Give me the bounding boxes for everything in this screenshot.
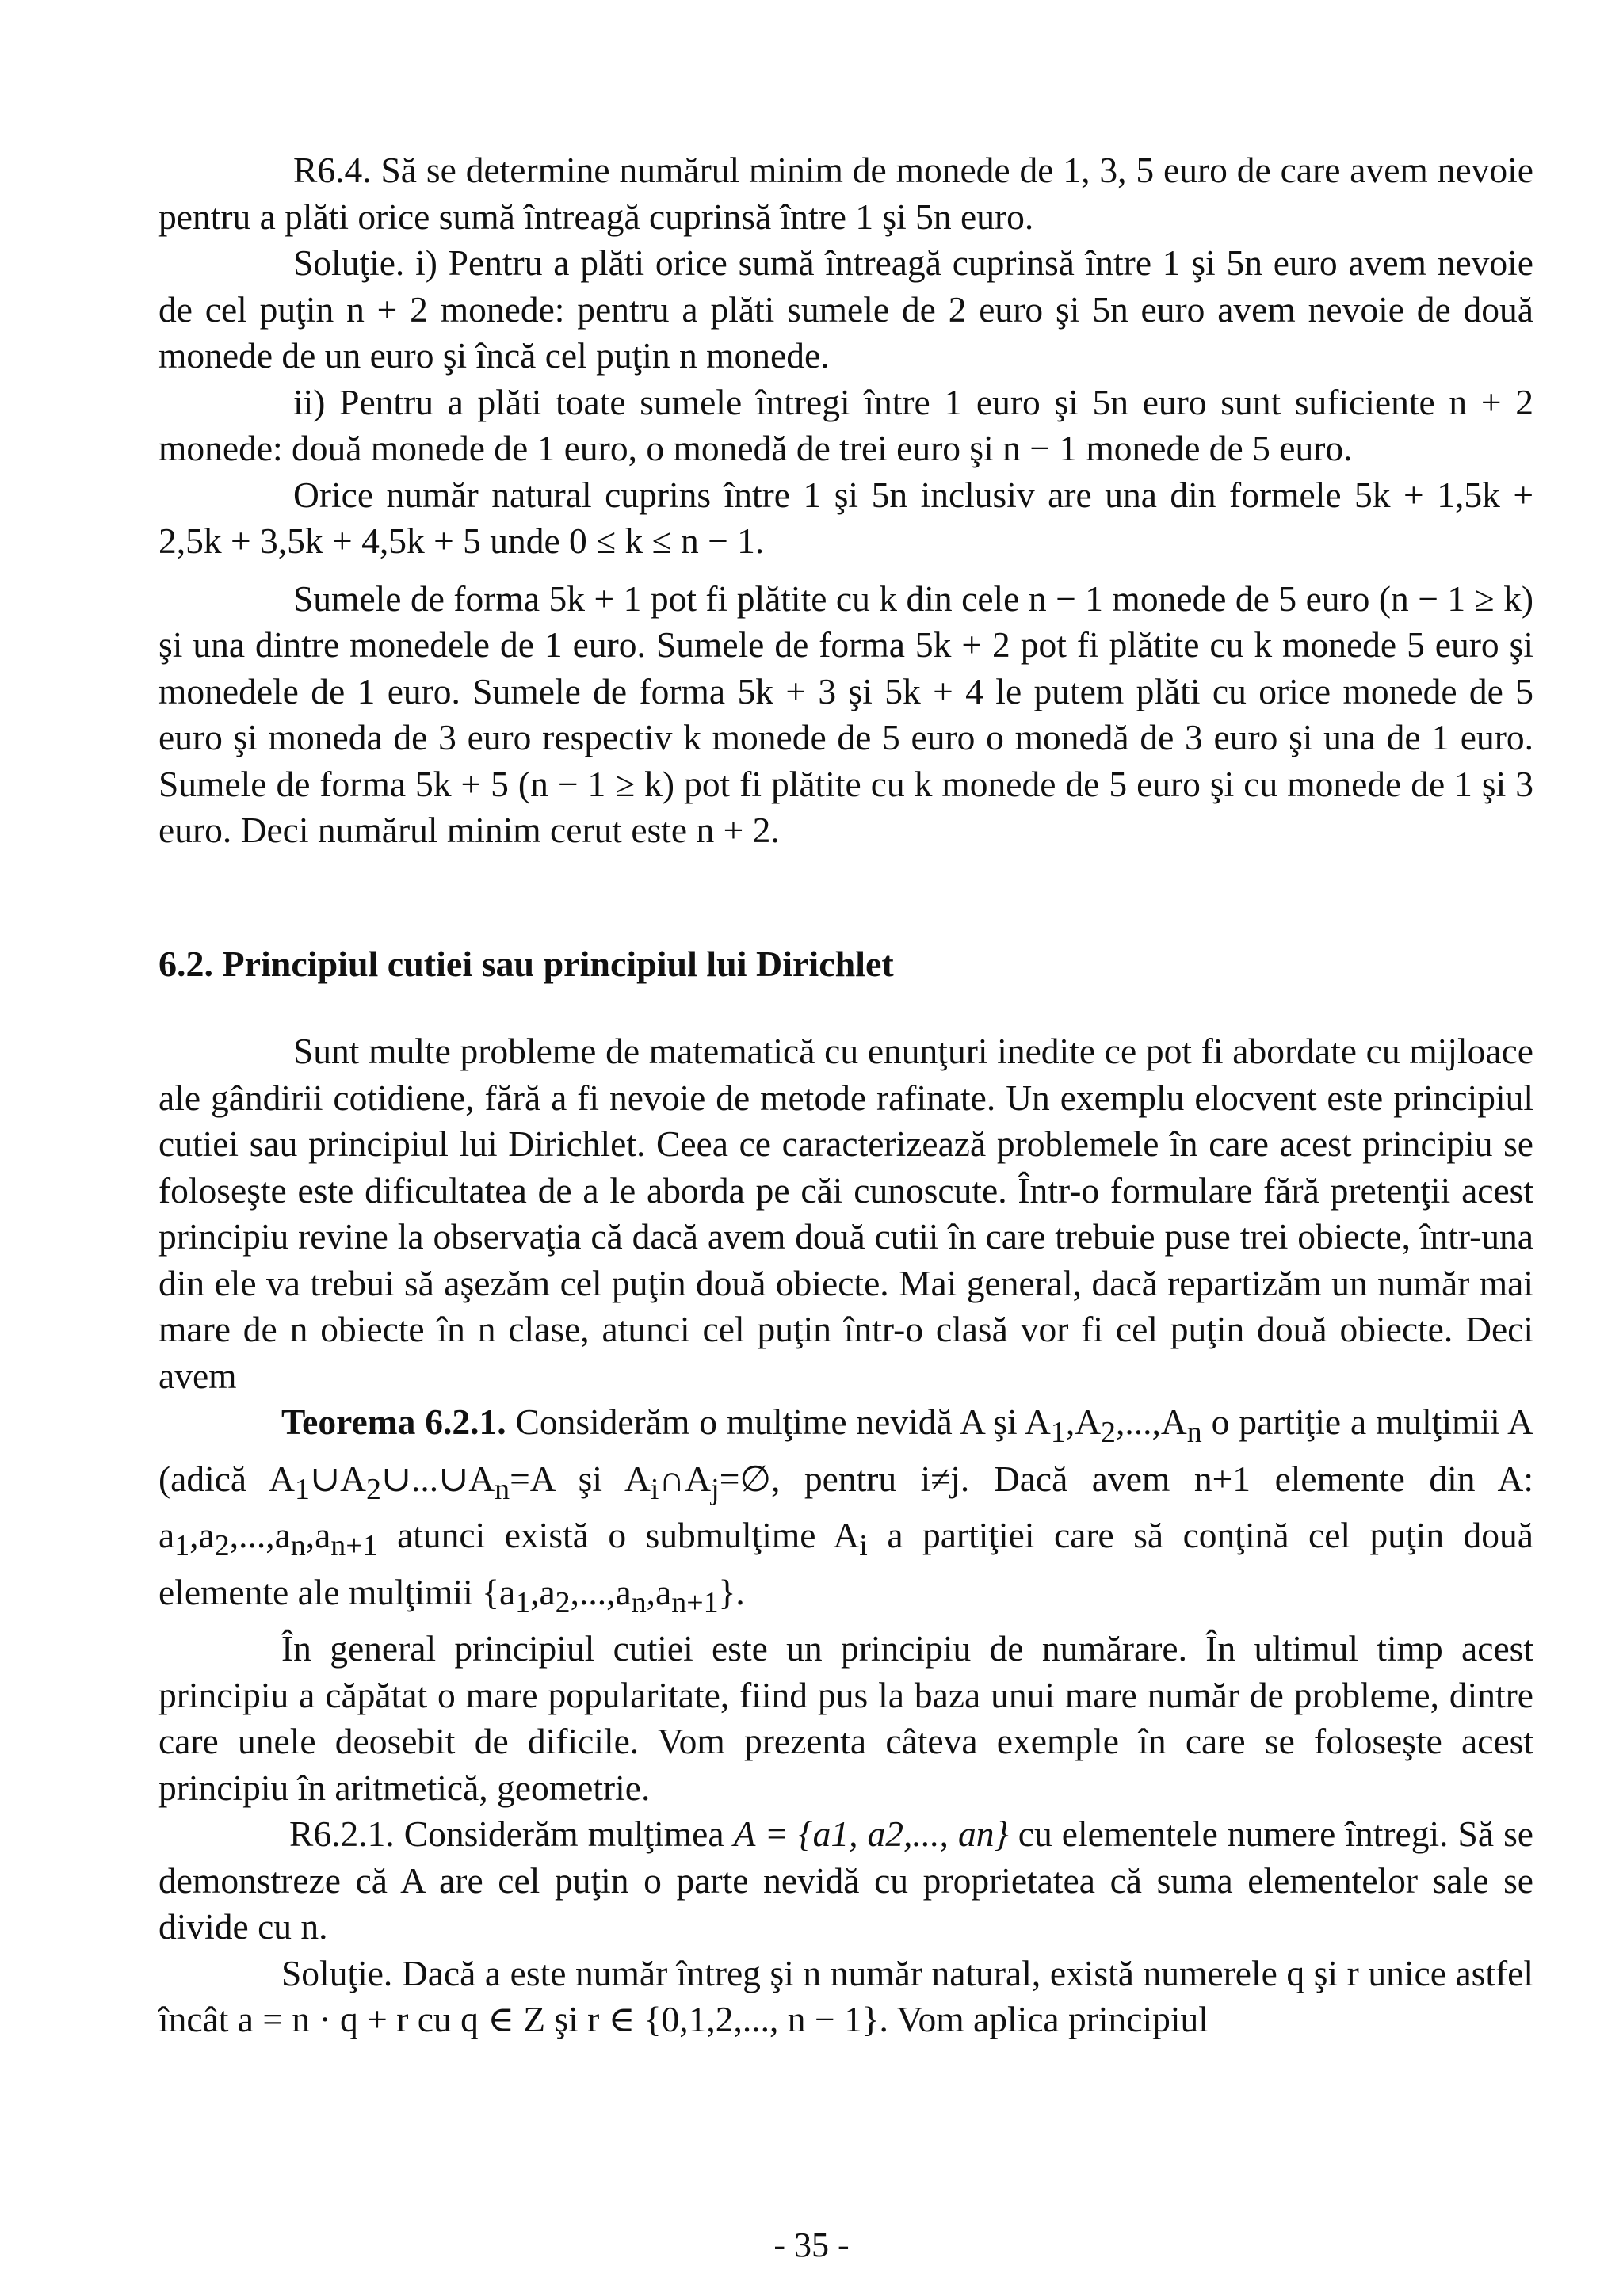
theorem-label: Teorema 6.2.1. — [281, 1402, 506, 1442]
theorem-paragraph: Teorema 6.2.1. Considerăm o mulţime nevidă A şi $A_1,A_2,...,A_n$ o partiţie a mulţimii A (adică $A_1\cup A_2\cup...\cup A_n=A$ şi $A_i\cap A_j=\emptyset$, pentru i≠j. Dacă avem n+1 elemente din A: $a_1,a_2,...,a_n,a_{n+1}$ atunci există o submulţime $A_i$ a partiţiei care să conţină cel puţin două elemente ale mulţimii $\{a_1,a_2,...,a_n,a_{n+1}\}$. — [158, 1402, 1534, 1619]
set-formula: A = {a1, a2,..., an} — [733, 1814, 1009, 1855]
page-content — [158, 147, 1533, 2043]
problem-r64-statement: R6.4. Să se determine numărul minim de monede de 1, 3, 5 euro de care avem nevoie pentru a plăti orice sumă întreagă cuprinsă între 1 şi 5n euro. — [158, 150, 1533, 237]
problem-r64-solution-ii: ii) Pentru a plăti toate sumele întregi între 1 euro şi 5n euro sunt suficiente n + 2 monede: două monede de 1 euro, o monedă de trei euro şi n − 1 monede de 5 euro. — [158, 381, 1533, 468]
problem-r64-forms: Orice număr natural cuprins între 1 şi 5n inclusiv are una din formele 5k + 1,5k + 2,5k + 3,5k + 4,5k + 5 unde 0 ≤ k ≤ n − 1. — [158, 474, 1533, 561]
problem-r621-statement: R6.2.1. Considerăm mulţimea A = {a1, a2,..., an} cu elementele numere întregi. Să se demonstreze că A are cel puţin o parte nevidă cu proprietatea că suma elementelor sale se divide cu n. — [158, 1814, 1533, 1947]
section-title: 6.2. Principiul cutiei sau principiul lui Dirichlet — [158, 943, 894, 984]
problem-r64-solution-i: Soluţie. i) Pentru a plăti orice sumă întreagă cuprinsă între 1 şi 5n euro avem nevoie de cel puţin n + 2 monede: pentru a plăti sumele de 2 euro şi 5n euro avem nevoie de două monede de un euro şi încă cel puţin n monede. — [158, 242, 1533, 376]
page-number: - 35 - — [773, 2225, 850, 2264]
section-intro: Sunt multe probleme de matematică cu enunţuri inedite ce pot fi abordate cu mijloace ale gândirii cotidiene, fără a fi nevoie de metode rafinate. Un exemplu elocvent este principiul cutiei sau principiul lui Dirichlet. Ceea ce caracterizează problemele în care acest principiu se foloseşte este dificultatea de a le aborda pe căi cunoscute. Într-o formulare fără pretenţii acest principiu revine la observaţia că dacă avem două cutii în care trebuie puse trei obiecte, într-una din ele va trebui să aşezăm cel puţin două obiecte. Mai general, dacă repartizăm un număr mai mare de n obiecte în n clase, atunci cel puţin într-o clasă vor fi cel puţin două obiecte. Deci avem — [158, 1031, 1533, 1396]
problem-r64-sums: Sumele de forma 5k + 1 pot fi plătite cu k din cele n − 1 monede de 5 euro (n − 1 ≥ k) şi una dintre monedele de 1 euro. Sumele de forma 5k + 2 pot fi plătite cu k monede 5 euro şi monedele de 1 euro. Sumele de forma 5k + 3 şi 5k + 4 le putem plăti cu orice monede de 5 euro şi moneda de 3 euro respectiv k monede de 5 euro o monedă de 3 euro şi una de 1 euro. Sumele de forma 5k + 5 (n − 1 ≥ k) pot fi plătite cu k monede de 5 euro şi cu monede de 1 şi 3 euro. Deci numărul minim cerut este n + 2. — [158, 578, 1533, 850]
general-paragraph: În general principiul cutiei este un principiu de numărare. În ultimul timp acest principiu a căpătat o mare popularitate, fiind pus la baza unui mare număr de probleme, dintre care unele deosebit de dificile. Vom prezenta câteva exemple în care se foloseşte acest principiu în aritmetică, geometrie. — [158, 1628, 1533, 1808]
problem-r621-solution: Soluţie. Dacă a este număr întreg şi n număr natural, există numerele q şi r unice astfel încât a = n · q + r cu q ∈ Z şi r ∈ {0,1,2,..., n − 1}. Vom aplica principiul — [158, 1952, 1533, 2040]
